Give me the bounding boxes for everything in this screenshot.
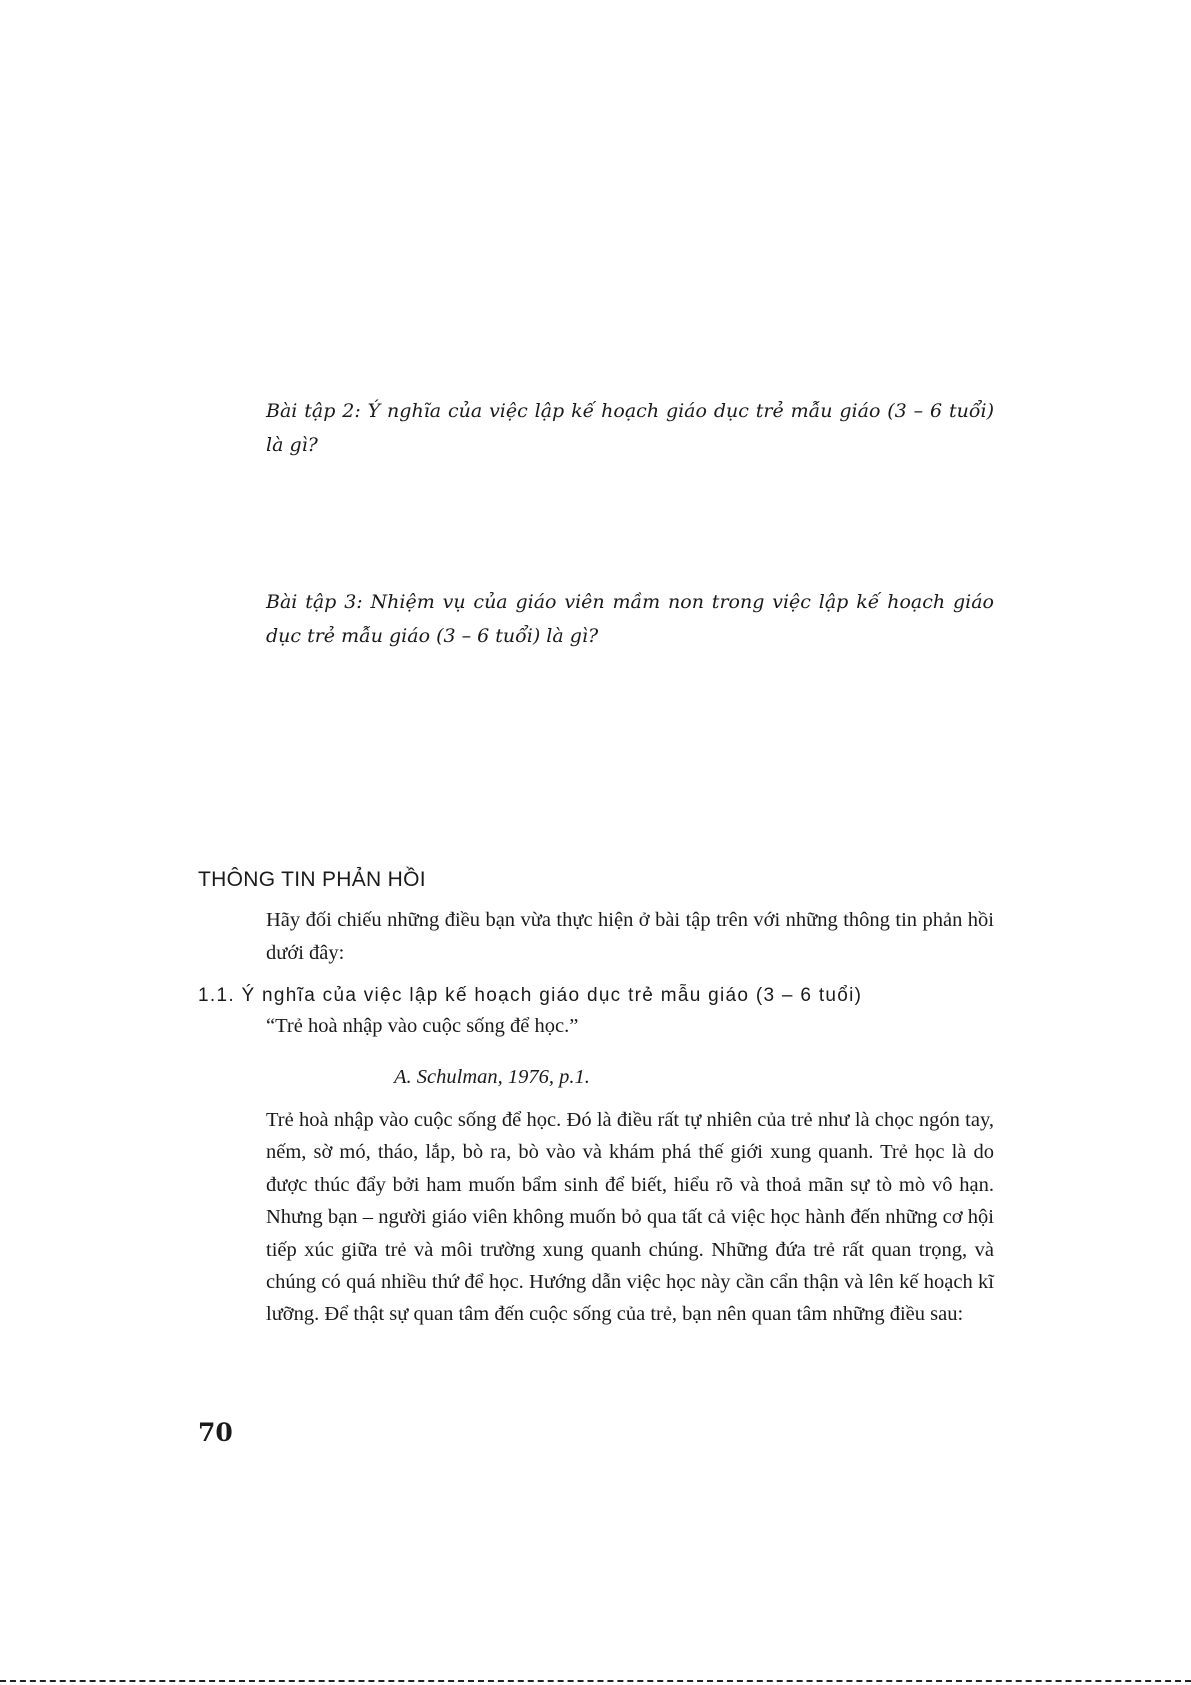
- quote-attribution: A. Schulman, 1976, p.1.: [394, 1066, 590, 1088]
- exercise-3-question: Bài tập 3: Nhiệm vụ của giáo viên mầm non trong việc lập kế hoạch giáo dục trẻ mẫu giáo (3 – 6 tuổi) là gì?: [266, 591, 994, 647]
- exercise-2-question: Bài tập 2: Ý nghĩa của việc lập kế hoạch giáo dục trẻ mẫu giáo (3 – 6 tuổi) là gì?: [266, 400, 994, 456]
- feedback-section-heading: THÔNG TIN PHẢN HỒI: [198, 868, 426, 891]
- page-number: 70: [198, 1418, 233, 1447]
- body-paragraph: Trẻ hoà nhập vào cuộc sống để học. Đó là điều rất tự nhiên của trẻ như là chọc ngón tay, nếm, sờ mó, tháo, lắp, bò ra, bò vào và khám phá thế giới xung quanh. Trẻ học là do được thúc đẩy bởi ham muốn bẩm sinh để biết, hiểu rõ và thoả mãn sự tò mò vô hạn. Nhưng bạn – người giáo viên không muốn bỏ qua tất cả việc học hành đến những cơ hội tiếp xúc giữa trẻ và môi trường xung quanh chúng. Những đứa trẻ rất quan trọng, và chúng có quá nhiều thứ để học. Hướng dẫn việc học này cần cẩn thận và lên kế hoạch kĩ lưỡng. Để thật sự quan tâm đến cuộc sống của trẻ, bạn nên quan tâm những điều sau:: [266, 1109, 994, 1326]
- feedback-intro-paragraph: Hãy đối chiếu những điều bạn vừa thực hiện ở bài tập trên với những thông tin phản hồi dưới đây:: [266, 909, 994, 964]
- epigraph-quote: “Trẻ hoà nhập vào cuộc sống để học.”: [266, 1015, 579, 1037]
- bottom-divider: [0, 1680, 1191, 1682]
- subsection-title: 1.1. Ý nghĩa của việc lập kế hoạch giáo dục trẻ mẫu giáo (3 – 6 tuổi): [198, 985, 863, 1006]
